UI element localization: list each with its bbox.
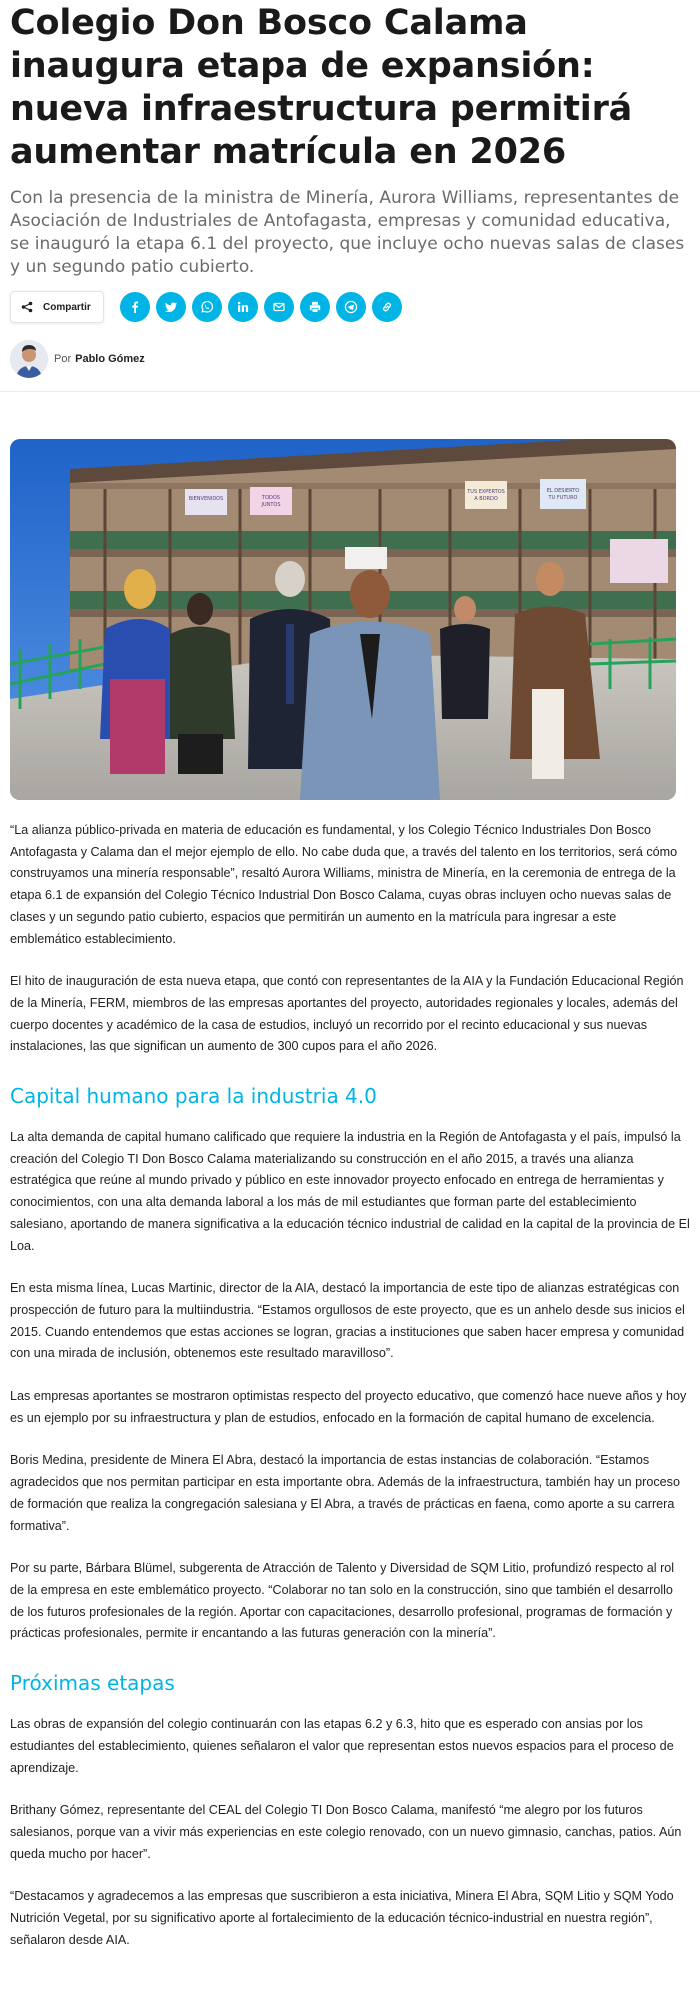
svg-text:EL DESIERTO: EL DESIERTO xyxy=(546,488,580,494)
paragraph: Las obras de expansión del colegio continuarán con las etapas 6.2 y 6.3, hito que es esperado con ansias por los estudiantes del establecimiento, quienes señalaron el valor que representan estos nuevos espacios para el proceso de aprendizaje. xyxy=(10,1717,674,1775)
divider xyxy=(0,391,700,392)
linkedin-share-button[interactable] xyxy=(228,292,258,322)
byline-prefix: Por xyxy=(54,353,72,365)
whatsapp-share-button[interactable] xyxy=(192,292,222,322)
paragraph: “La alianza público-privada en materia de educación es fundamental, y los Colegio Técnico Industriales Don Bosco Antofagasta y Calama dan el mejor ejemplo de ello. No cabe duda que, a través del talento en los territorios, será cómo construyamos una minería responsable”, resaltó Aurora Williams, ministra de Minería, en la ceremonia de entrega de la etapa 6.1 de expansión del Colegio Técnico Industrial Don Bosco Calama, cuyas obras incluyen ocho nuevas salas de clases y un segundo patio cubierto, espacios que permitirán un aumento en la matrícula para ingresar a este emblemático establecimiento. xyxy=(10,823,678,946)
section-heading: Capital humano para la industria 4.0 xyxy=(10,1084,377,1109)
share-label: Compartir xyxy=(43,301,91,313)
author-avatar-image xyxy=(10,340,48,378)
article-title: Colegio Don Bosco Calama inaugura etapa de expansión: nueva infraestructura permitirá aumentar matrícula en 2026 xyxy=(10,3,633,172)
share-bar xyxy=(10,291,690,323)
author-byline xyxy=(10,337,690,381)
share-button[interactable] xyxy=(10,291,104,323)
email-share-button[interactable] xyxy=(264,292,294,322)
paragraph: El hito de inauguración de esta nueva etapa, que contó con representantes de la AIA y la Fundación Educacional Región de la Minería, FERM, miembros de las empresas aportantes del proyecto, autoridades regionales y locales, además del cuerpo docentes y académico de la casa de estudios, incluyó un recorrido por el recinto educacional y sus nuevas instalaciones, las que significan un aumento de 300 cupos para el año 2026. xyxy=(10,974,684,1054)
paragraph: Brithany Gómez, representante del CEAL del Colegio TI Don Bosco Calama, manifestó “me alegro por los futuros salesianos, porque van a vivir más experiencias en este colegio renovado, con un nuevo gimnasio, canchas, patios. Aún queda mucho por hacer”. xyxy=(10,1803,682,1861)
print-button[interactable] xyxy=(300,292,330,322)
article-lead: Con la presencia de la ministra de Minería, Aurora Williams, representantes de Asociación de Industriales de Antofagasta, empresas y comunidad educativa, se inauguró la etapa 6.1 del proyecto, que incluye ocho nuevas salas de clases y un segundo patio cubierto. xyxy=(10,188,685,277)
facebook-icon xyxy=(128,300,142,314)
copy-link-button[interactable] xyxy=(372,292,402,322)
telegram-share-button[interactable] xyxy=(336,292,366,322)
link-icon xyxy=(380,300,394,314)
paragraph: Por su parte, Bárbara Blümel, subgerenta de Atracción de Talento y Diversidad de SQM Litio, profundizó respecto al rol de la empresa en este emblemático proyecto. “Colaborar no tan solo en la construcción, sino que también el desarrollo de los futuros profesionales de la región. Aportar con capacitaciones, desarrollo profesional, programas de formación y prácticas profesionales, permite ir encantando a las futuras generación con la minería”. xyxy=(10,1561,675,1641)
author-avatar[interactable] xyxy=(10,340,48,378)
facebook-share-button[interactable] xyxy=(120,292,150,322)
telegram-icon xyxy=(344,300,358,314)
svg-text:TU FUTURO: TU FUTURO xyxy=(548,495,578,501)
author-name[interactable]: Pablo Gómez xyxy=(75,353,145,365)
linkedin-icon xyxy=(236,300,250,314)
whatsapp-icon xyxy=(200,300,214,314)
share-icon xyxy=(21,301,33,313)
email-icon xyxy=(272,300,286,314)
article-content xyxy=(0,439,700,1951)
print-icon xyxy=(308,300,322,314)
svg-text:TUS EXPERTOS: TUS EXPERTOS xyxy=(467,489,505,495)
svg-text:TODOS: TODOS xyxy=(262,495,280,501)
paragraph: En esta misma línea, Lucas Martinic, director de la AIA, destacó la importancia de este tipo de alianzas estratégicas con prospección de futuro para la multiindustria. “Estamos orgullosos de este proyecto, que es un anhelo desde sus inicios el 2015. Cuando entendemos que estas acciones se logran, gracias a instituciones que saben hacer empresa y comunidad con una mirada de inclusión, obtenemos este resultado maravilloso”. xyxy=(10,1281,685,1361)
svg-text:A BORDO: A BORDO xyxy=(474,496,498,502)
section-heading: Próximas etapas xyxy=(10,1671,175,1696)
paragraph: Boris Medina, presidente de Minera El Abra, destacó la importancia de estas instancias de colaboración. “Estamos agradecidos que nos permitan participar en esta importante obra. Además de la infraestructura, también hay un proceso de formación que realiza la congregación salesiana y El Abra, a través de prácticas en faena, como aporte a su carrera formativa”. xyxy=(10,1453,680,1533)
hero-photo xyxy=(10,439,676,800)
twitter-icon xyxy=(164,300,178,314)
article xyxy=(0,0,700,381)
paragraph: “Destacamos y agradecemos a las empresas que suscribieron a esta iniciativa, Minera El Abra, SQM Litio y SQM Yodo Nutrición Vegetal, por su significativo aporte al fortalecimiento de la educación técnico-industrial en nuestra región”, señalaron desde AIA. xyxy=(10,1889,674,1947)
twitter-share-button[interactable] xyxy=(156,292,186,322)
paragraph: La alta demanda de capital humano calificado que requiere la industria en la Región de Antofagasta y el país, impulsó la creación del Colegio TI Don Bosco Calama materializando su construcción en el año 2015, a través una alianza estratégica que reúne al mundo privado y público en este innovador proyecto enfocado en entrega de herramientas y conocimientos, con una alta demanda laboral a los más de mil estudiantes que forman parte del establecimiento salesiano, aportando de manera significativa a la educación técnico industrial de calidad en la capital de la provincia de El Loa. xyxy=(10,1130,690,1253)
svg-text:JUNTOS: JUNTOS xyxy=(261,502,281,508)
svg-text:BIENVENIDOS: BIENVENIDOS xyxy=(188,496,224,502)
paragraph: Las empresas aportantes se mostraron optimistas respecto del proyecto educativo, que comenzó hace nueve años y hoy es un ejemplo por su infraestructura y plan de estudios, enfocado en la formación de capital humano de excelencia. xyxy=(10,1389,687,1425)
